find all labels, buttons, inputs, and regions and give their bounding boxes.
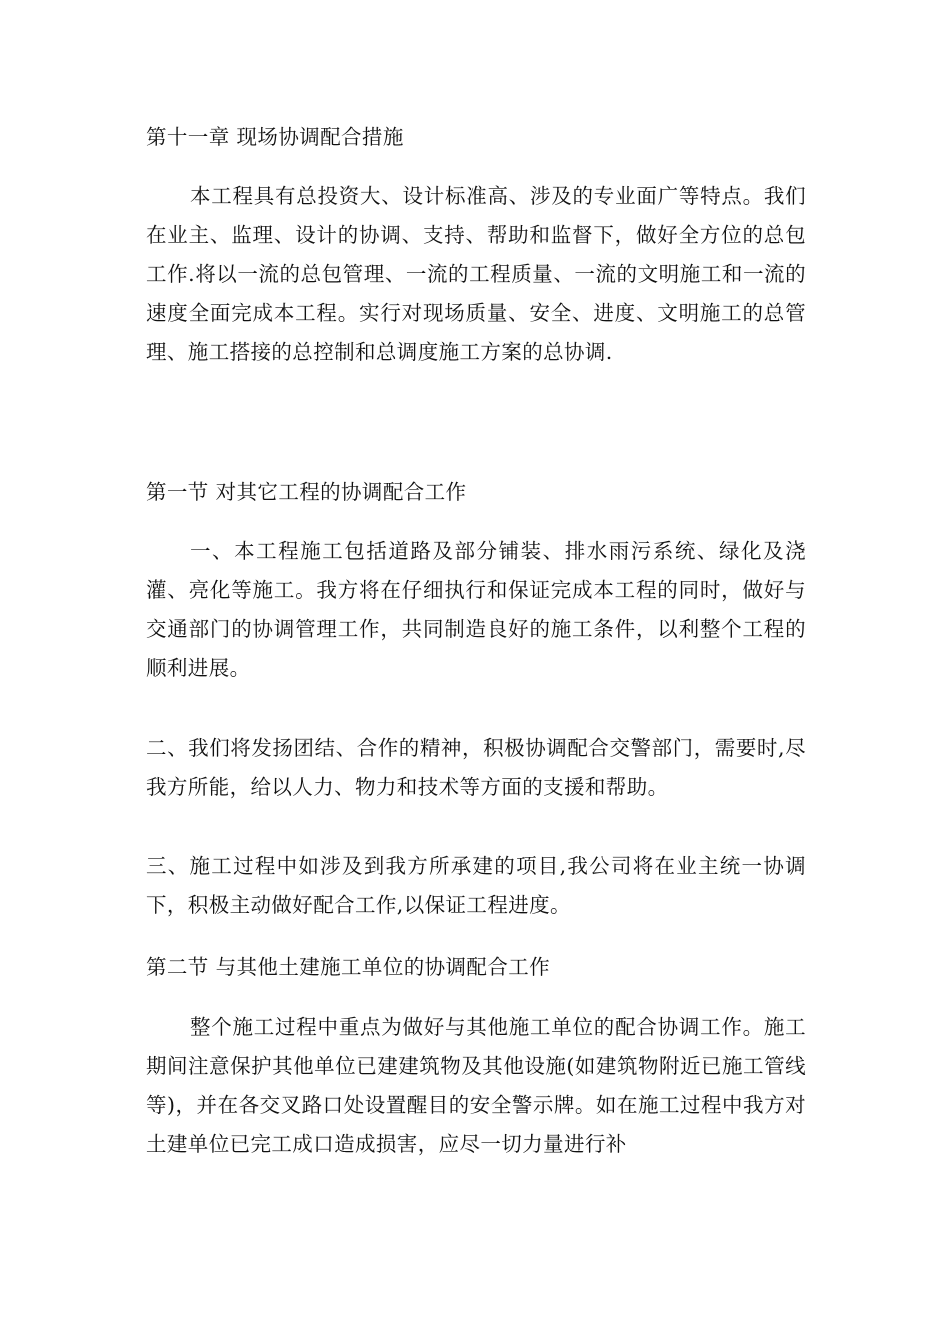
section-2-title: 第二节 与其他土建施工单位的协调配合工作 — [146, 955, 551, 979]
section-1-item-1: 一、本工程施工包括道路及部分铺装、排水雨污系统、绿化及浇灌、亮化等施工。我方将在仔细执行和保证完成本工程的同时，做好与交通部门的协调管理工作，共同制造良好的施工条件，以利整个工程的顺利进展。 — [146, 539, 806, 680]
section-1-title: 第一节 对其它工程的协调配合工作 — [146, 480, 467, 504]
section-1-item-3: 三、施工过程中如涉及到我方所承建的项目,我公司将在业主统一协调下，积极主动做好配合工作,以保证工程进度。 — [146, 854, 806, 917]
section-2-paragraph: 整个施工过程中重点为做好与其他施工单位的配合协调工作。施工期间注意保护其他单位已建建筑物及其他设施(如建筑物附近已施工管线等)，并在各交叉路口处设置醒目的安全警示牌。如在施工过程中我方对土建单位已完工成口造成损害，应尽一切力量进行补 — [146, 1015, 806, 1156]
section-1-item-2: 二、我们将发扬团结、合作的精神，积极协调配合交警部门，需要时,尽我方所能，给以人力、物力和技术等方面的支援和帮助。 — [146, 736, 806, 799]
chapter-intro-paragraph: 本工程具有总投资大、设计标准高、涉及的专业面广等特点。我们在业主、监理、设计的协调、支持、帮助和监督下，做好全方位的总包工作.将以一流的总包管理、一流的工程质量、一流的文明施工和一流的速度全面完成本工程。实行对现场质量、安全、进度、文明施工的总管理、施工搭接的总控制和总调度施工方案的总协调. — [146, 184, 806, 364]
chapter-title: 第十一章 现场协调配合措施 — [146, 125, 404, 149]
